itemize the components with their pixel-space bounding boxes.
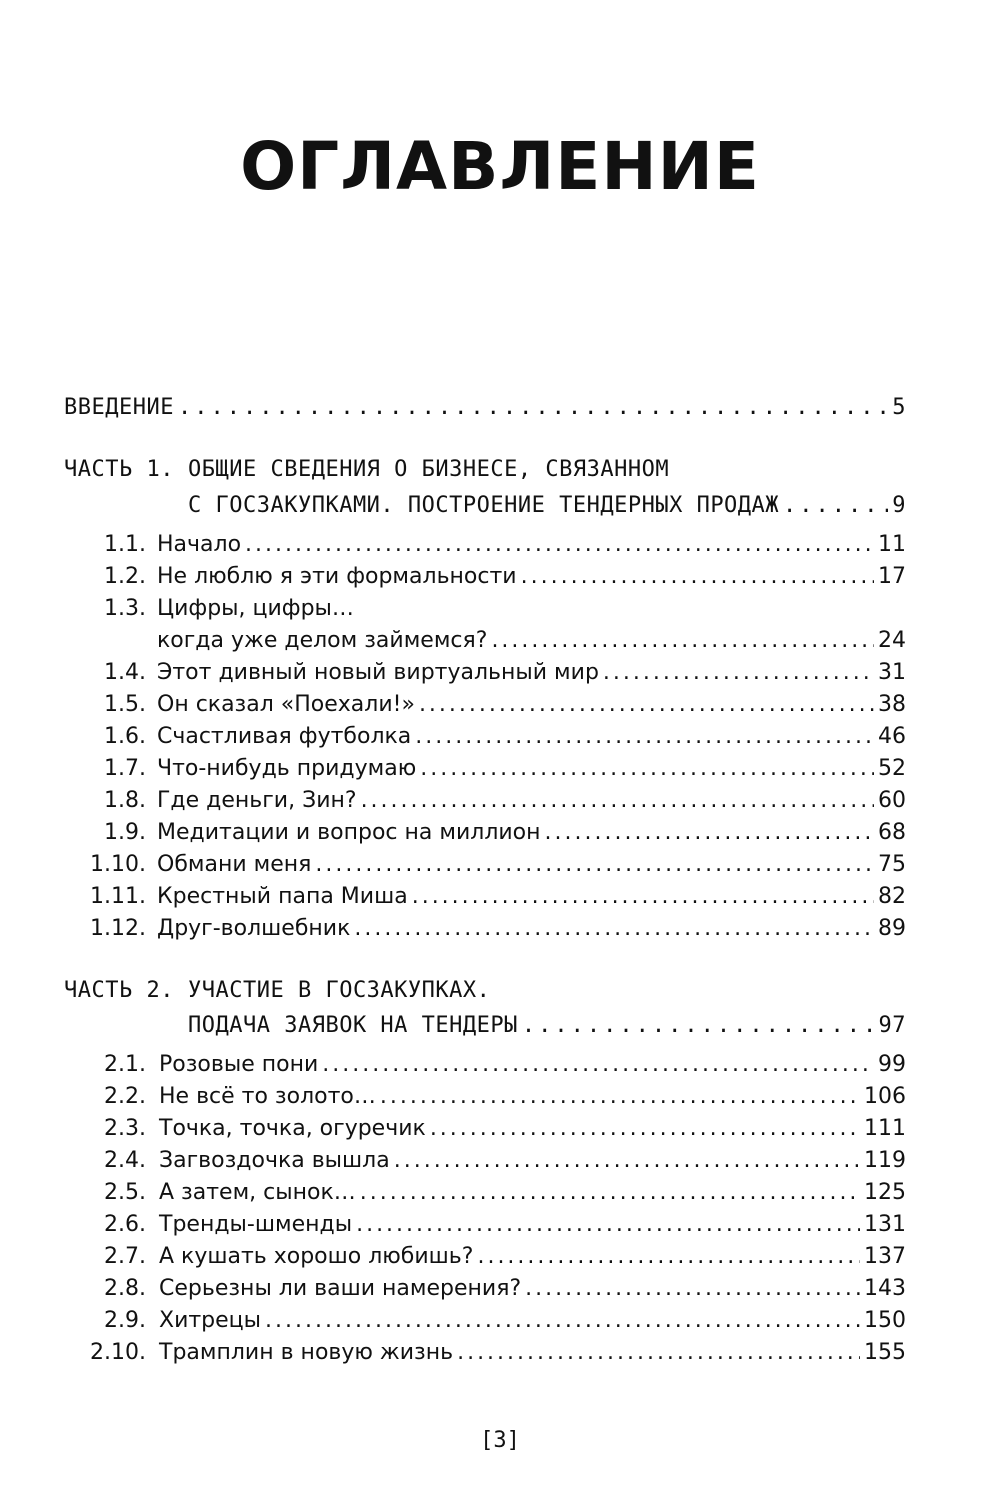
dot-leader [783,493,888,518]
section-title: Друг-волшебник [157,916,351,941]
part1-title-line1: ОБЩИЕ СВЕДЕНИЯ О БИЗНЕСЕ, СВЯЗАННОМ [188,457,670,482]
section-number: 1.4. [104,660,146,685]
section-number: 2.6. [104,1212,146,1237]
toc-entry-part2[interactable] [188,1013,906,1038]
toc-page-number: 31 [878,660,906,685]
dot-leader [525,1276,860,1301]
toc-entry-1-2[interactable] [80,564,906,589]
toc-page-number: 99 [878,1052,906,1077]
section-number: 2.2. [104,1084,146,1109]
part2-title-line1: УЧАСТИЕ В ГОСЗАКУПКАХ. [188,978,491,1003]
section-number: 1.3. [104,596,146,621]
toc-page-number: 106 [864,1084,906,1109]
toc-entry-2-6[interactable] [80,1212,906,1237]
toc-page-number: 131 [864,1212,906,1237]
part1-number: ЧАСТЬ 1. [64,457,174,482]
section-number: 1.6. [104,724,146,749]
dot-leader [356,1212,860,1237]
dot-leader [545,820,874,845]
toc-page-number: 11 [878,532,906,557]
toc-page-number: 137 [864,1244,906,1269]
section-number: 2.3. [104,1116,146,1141]
section-title: Обмани меня [157,852,312,877]
toc-entry-2-10[interactable] [80,1340,906,1365]
section-number: 2.8. [104,1276,146,1301]
toc-page-number: 38 [878,692,906,717]
section-number: 1.1. [104,532,146,557]
toc-page-number: 75 [878,852,906,877]
toc-entry-1-9[interactable] [80,820,906,845]
dot-leader [315,852,874,877]
section-title: Этот дивный новый виртуальный мир [157,660,599,685]
toc-entry-2-1[interactable] [80,1052,906,1077]
toc-entry-1-6[interactable] [80,724,906,749]
section-title: Розовые пони [159,1052,319,1077]
dot-leader [178,395,888,420]
toc-entry-1-11[interactable] [80,884,906,909]
dot-leader [245,532,874,557]
dot-leader [322,1052,874,1077]
section-number: 1.12. [90,916,146,941]
toc-entry-2-5[interactable] [80,1180,906,1205]
section-title: Хитрецы [159,1308,262,1333]
section-title: Медитации и вопрос на миллион [157,820,541,845]
section-title: Тренды-шменды [159,1212,353,1237]
section-title: Точка, точка, огуречик [159,1116,426,1141]
section-number: 1.11. [90,884,146,909]
section-title: Начало [157,532,242,557]
dot-leader [394,1148,860,1173]
toc-entry-1-1[interactable] [80,532,906,557]
section-number: 1.10. [90,852,146,877]
dot-leader [360,1180,860,1205]
toc-entry-label: ВВЕДЕНИЕ [64,395,174,420]
toc-entry-2-8[interactable] [80,1276,906,1301]
dot-leader [419,692,874,717]
dot-leader [457,1340,860,1365]
dot-leader [603,660,874,685]
toc-page-number: 24 [878,628,906,653]
toc-entry-1-7[interactable] [80,756,906,781]
dot-leader [415,724,874,749]
part1-title-line2: С ГОСЗАКУПКАМИ. ПОСТРОЕНИЕ ТЕНДЕРНЫХ ПРОДАЖ [188,493,780,518]
section-title: Он сказал «Поехали!» [157,692,415,717]
dot-leader [430,1116,860,1141]
section-title: Счастливая футболка [157,724,412,749]
toc-entry-intro[interactable] [64,395,906,420]
toc-entry-2-2[interactable] [80,1084,906,1109]
section-number: 2.1. [104,1052,146,1077]
dot-leader [521,564,874,589]
section-title: Цифры, цифры… [157,596,354,621]
dot-leader [412,884,874,909]
toc-entry-1-10[interactable] [80,852,906,877]
section-title: А кушать хорошо любишь? [159,1244,474,1269]
dot-leader [477,1244,860,1269]
dot-leader [491,628,874,653]
section-title-continued: когда уже делом займемся? [157,628,488,653]
section-title: Трамплин в новую жизнь [159,1340,454,1365]
section-number: 2.7. [104,1244,146,1269]
toc-page-number: 52 [878,756,906,781]
page-title: ОГЛАВЛЕНИЕ [240,128,760,205]
section-title: Серьезны ли ваши намерения? [159,1276,522,1301]
dot-leader [361,788,874,813]
toc-entry-1-4[interactable] [80,660,906,685]
toc-page-number: 155 [864,1340,906,1365]
section-title: Загвоздочка вышла [159,1148,390,1173]
toc-entry-part1[interactable] [188,493,906,518]
section-number: 1.2. [104,564,146,589]
section-number: 1.8. [104,788,146,813]
section-number: 1.9. [104,820,146,845]
toc-entry-1-3-cont[interactable] [157,628,906,653]
dot-leader [522,1013,875,1038]
section-title: Крестный папа Миша [157,884,408,909]
section-title: Не люблю я эти формальности [157,564,517,589]
toc-page-number: 17 [878,564,906,589]
toc-page-number: 143 [864,1276,906,1301]
dot-leader [380,1084,860,1109]
part2-number: ЧАСТЬ 2. [64,978,174,1003]
toc-page-number: 82 [878,884,906,909]
toc-page-number: 89 [878,916,906,941]
toc-page-number: 111 [864,1116,906,1141]
toc-page-number: 5 [892,395,906,420]
toc-page-number: 60 [878,788,906,813]
section-title: Что-нибудь придумаю [157,756,417,781]
section-number: 1.7. [104,756,146,781]
toc-page-number: 119 [864,1148,906,1173]
section-title: А затем, сынок… [159,1180,356,1205]
toc-page-number: 97 [878,1013,906,1038]
toc-entry-1-12[interactable] [80,916,906,941]
section-number: 1.5. [104,692,146,717]
toc-entry-2-3[interactable] [80,1116,906,1141]
toc-entry-1-3[interactable] [80,596,906,621]
section-number: 2.9. [104,1308,146,1333]
toc-page-number: 150 [864,1308,906,1333]
section-number: 2.10. [90,1340,146,1365]
section-number: 2.4. [104,1148,146,1173]
section-title: Не всё то золото… [159,1084,376,1109]
toc-entry-2-4[interactable] [80,1148,906,1173]
toc-entry-2-9[interactable] [80,1308,906,1333]
toc-entry-1-5[interactable] [80,692,906,717]
toc-page-number: 46 [878,724,906,749]
toc-entry-1-8[interactable] [80,788,906,813]
part1-heading [64,457,174,482]
part2-heading [64,978,174,1003]
section-number: 2.5. [104,1180,146,1205]
toc-page-number: 68 [878,820,906,845]
page-number-footer: [3] [480,1428,520,1453]
toc-page-number: 9 [892,493,906,518]
toc-page-number: 125 [864,1180,906,1205]
section-title: Где деньги, Зин? [157,788,357,813]
toc-entry-2-7[interactable] [80,1244,906,1269]
dot-leader [354,916,874,941]
dot-leader [420,756,874,781]
dot-leader [265,1308,860,1333]
part2-title-line2: ПОДАЧА ЗАЯВОК НА ТЕНДЕРЫ [188,1013,518,1038]
